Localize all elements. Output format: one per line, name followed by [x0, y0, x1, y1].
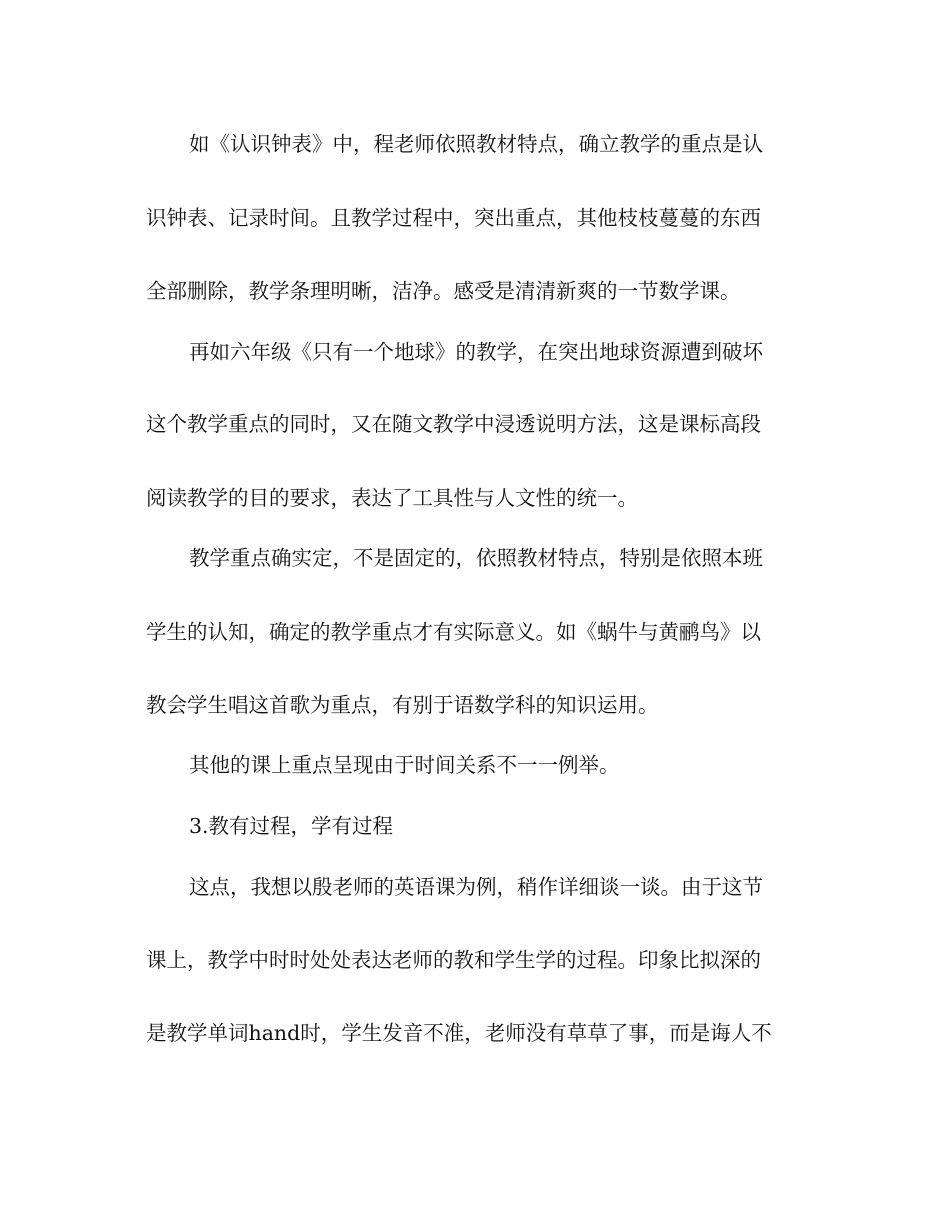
paragraph-line-10: 其他的课上重点呈现由于时间关系不一一例举。 [189, 753, 620, 777]
paragraph-line-2: 识钟表、记录时间。且教学过程中，突出重点，其他枝枝蔓蔓的东西 [146, 206, 761, 230]
paragraph-line-7: 教学重点确实定，不是固定的，依照教材特点，特别是依照本班 [189, 546, 763, 570]
paragraph-line-6: 阅读教学的目的要求，表达了工具性与人文性的统一。 [146, 486, 638, 510]
paragraph-line-12: 课上，教学中时时处处表达老师的教和学生学的过程。印象比拟深的 [146, 948, 761, 972]
section-heading: 3.教有过程，学有过程 [189, 814, 394, 838]
paragraph-line-11: 这点，我想以殷老师的英语课为例，稍作详细谈一谈。由于这节 [189, 875, 763, 899]
paragraph-line-8: 学生的认知，确定的教学重点才有实际意义。如《蜗牛与黄鹂鸟》以 [146, 620, 761, 644]
paragraph-line-13: 是教学单词hand时，学生发音不准，老师没有草草了事，而是诲人不 [146, 1021, 772, 1045]
paragraph-line-1: 如《认识钟表》中，程老师依照教材特点，确立教学的重点是认 [189, 132, 763, 156]
paragraph-line-4: 再如六年级《只有一个地球》的教学，在突出地球资源遭到破坏 [189, 340, 763, 364]
paragraph-line-9: 教会学生唱这首歌为重点，有别于语数学科的知识运用。 [146, 693, 659, 717]
paragraph-line-5: 这个教学重点的同时，又在随文教学中浸透说明方法，这是课标高段 [146, 412, 761, 436]
paragraph-line-3: 全部删除，教学条理明晰，洁净。感受是清清新爽的一节数学课。 [146, 279, 741, 303]
